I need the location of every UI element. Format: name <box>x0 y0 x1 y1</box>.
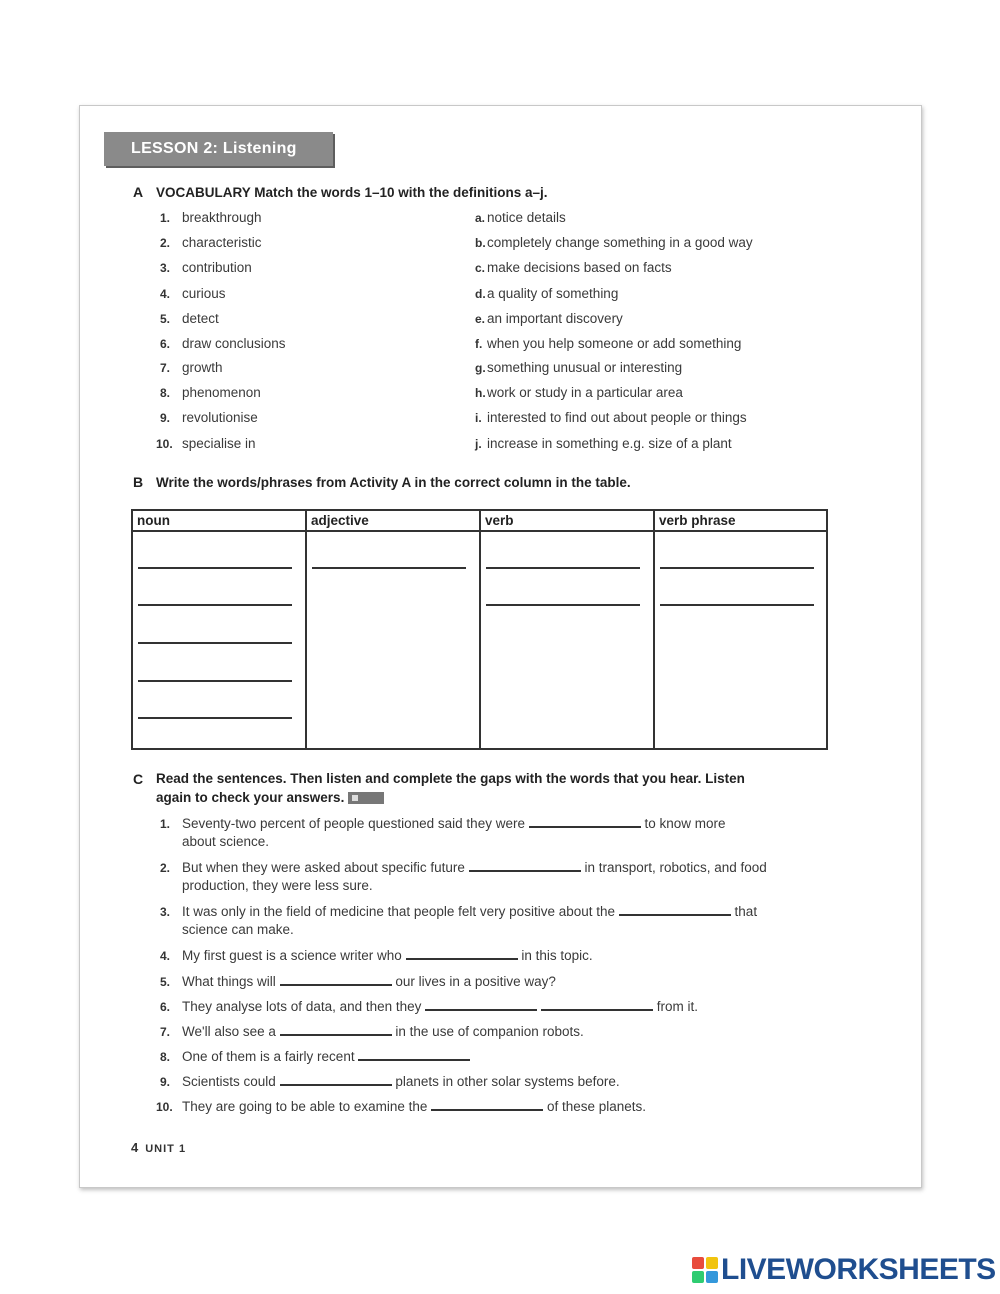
brand-name: LIVEWORKSHEETS <box>721 1253 996 1286</box>
sentence-item: 1. Seventy-two percent of people questioned said they were to know more about science. <box>160 816 726 849</box>
definition-item: d.a quality of something <box>475 286 619 301</box>
definition-item: i. interested to find out about people or things <box>475 410 747 425</box>
answer-blank[interactable] <box>660 604 814 606</box>
sentence-item: 10. They are going to be able to examine the of these planets. <box>156 1099 647 1114</box>
liveworksheets-brand <box>692 1253 996 1287</box>
page-footer <box>131 1140 186 1155</box>
definition-item: g.something unusual or interesting <box>475 360 683 375</box>
answer-blank[interactable] <box>138 680 292 682</box>
gap-blank[interactable] <box>469 860 581 872</box>
section-a-instruction: VOCABULARY Match the words 1–10 with the definitions a–j. <box>156 185 548 200</box>
audio-track-icon[interactable] <box>348 792 384 804</box>
section-c-instruction-line: Read the sentences. Then listen and complete the gaps with the words that you hear. Listen <box>156 771 745 786</box>
section-b-instruction: Write the words/phrases from Activity A in the correct column in the table. <box>156 475 631 490</box>
gap-blank[interactable] <box>280 1024 392 1036</box>
definition-item: j. increase in something e.g. size of a plant <box>475 436 732 451</box>
word-item: 5. detect <box>160 311 219 326</box>
word-item: 3. contribution <box>160 260 252 275</box>
sentence-item: 6. They analyse lots of data, and then they from it. <box>160 999 698 1014</box>
word-item: 8. phenomenon <box>160 385 261 400</box>
answer-blank[interactable] <box>138 717 292 719</box>
gap-blank[interactable] <box>619 904 731 916</box>
section-a-letter: A <box>133 184 144 200</box>
gap-blank[interactable] <box>406 948 518 960</box>
table-column-adjective <box>307 511 481 748</box>
unit-label: UNIT 1 <box>145 1143 187 1155</box>
definition-item: e. an important discovery <box>475 311 623 326</box>
word-item: 1. breakthrough <box>160 210 262 225</box>
sentence-item: 4. My first guest is a science writer who in this topic. <box>160 948 593 963</box>
word-item: 2. characteristic <box>160 235 262 250</box>
answer-blank[interactable] <box>138 604 292 606</box>
answer-blank[interactable] <box>486 604 640 606</box>
section-c-instruction-line: again to check your answers. <box>156 790 745 805</box>
table-column-noun <box>133 511 307 748</box>
column-header: verb phrase <box>655 511 826 532</box>
answer-blank[interactable] <box>138 642 292 644</box>
answer-blank[interactable] <box>312 567 466 569</box>
lesson-title: LESSON 2: Listening <box>104 132 333 166</box>
section-b-letter: B <box>133 474 144 490</box>
gap-blank[interactable] <box>541 999 653 1011</box>
sentence-item: 9. Scientists could planets in other solar systems before. <box>160 1074 620 1089</box>
word-item: 6. draw conclusions <box>160 336 286 351</box>
sentence-item: 2. But when they were asked about specific future in transport, robotics, and food production, they were less sure. <box>160 860 767 893</box>
page-number: 4 <box>131 1140 140 1155</box>
definition-item: a. notice details <box>475 210 566 225</box>
answer-blank[interactable] <box>138 567 292 569</box>
column-header: verb <box>481 511 653 532</box>
table-column-verb <box>481 511 655 748</box>
column-header: noun <box>133 511 305 532</box>
definition-item: f. when you help someone or add something <box>475 336 742 351</box>
liveworksheets-logo-icon <box>692 1257 718 1283</box>
table-column-verb-phrase <box>655 511 826 748</box>
gap-blank[interactable] <box>280 974 392 986</box>
gap-blank[interactable] <box>358 1049 470 1061</box>
sentence-item: 7. We'll also see a in the use of companion robots. <box>160 1024 584 1039</box>
sentence-item: 8. One of them is a fairly recent <box>160 1048 470 1066</box>
definition-item: h.work or study in a particular area <box>475 385 683 400</box>
gap-blank[interactable] <box>425 999 537 1011</box>
word-item: 10. specialise in <box>156 436 256 451</box>
definition-item: c. make decisions based on facts <box>475 260 672 275</box>
answer-blank[interactable] <box>660 567 814 569</box>
word-category-table <box>131 509 828 750</box>
answer-blank[interactable] <box>486 567 640 569</box>
sentence-item: 3. It was only in the field of medicine that people felt very positive about the that science can make. <box>160 904 758 937</box>
word-item: 9. revolutionise <box>160 410 258 425</box>
word-item: 7. growth <box>160 360 223 375</box>
word-item: 4. curious <box>160 286 226 301</box>
gap-blank[interactable] <box>280 1074 392 1086</box>
gap-blank[interactable] <box>431 1099 543 1111</box>
worksheet-page <box>79 105 922 1188</box>
section-c-instruction <box>156 771 745 805</box>
section-c-letter: C <box>133 771 144 787</box>
gap-blank[interactable] <box>529 816 641 828</box>
sentence-item: 5. What things will our lives in a positive way? <box>160 974 556 989</box>
definition-item: b.completely change something in a good way <box>475 235 753 250</box>
column-header: adjective <box>307 511 479 532</box>
